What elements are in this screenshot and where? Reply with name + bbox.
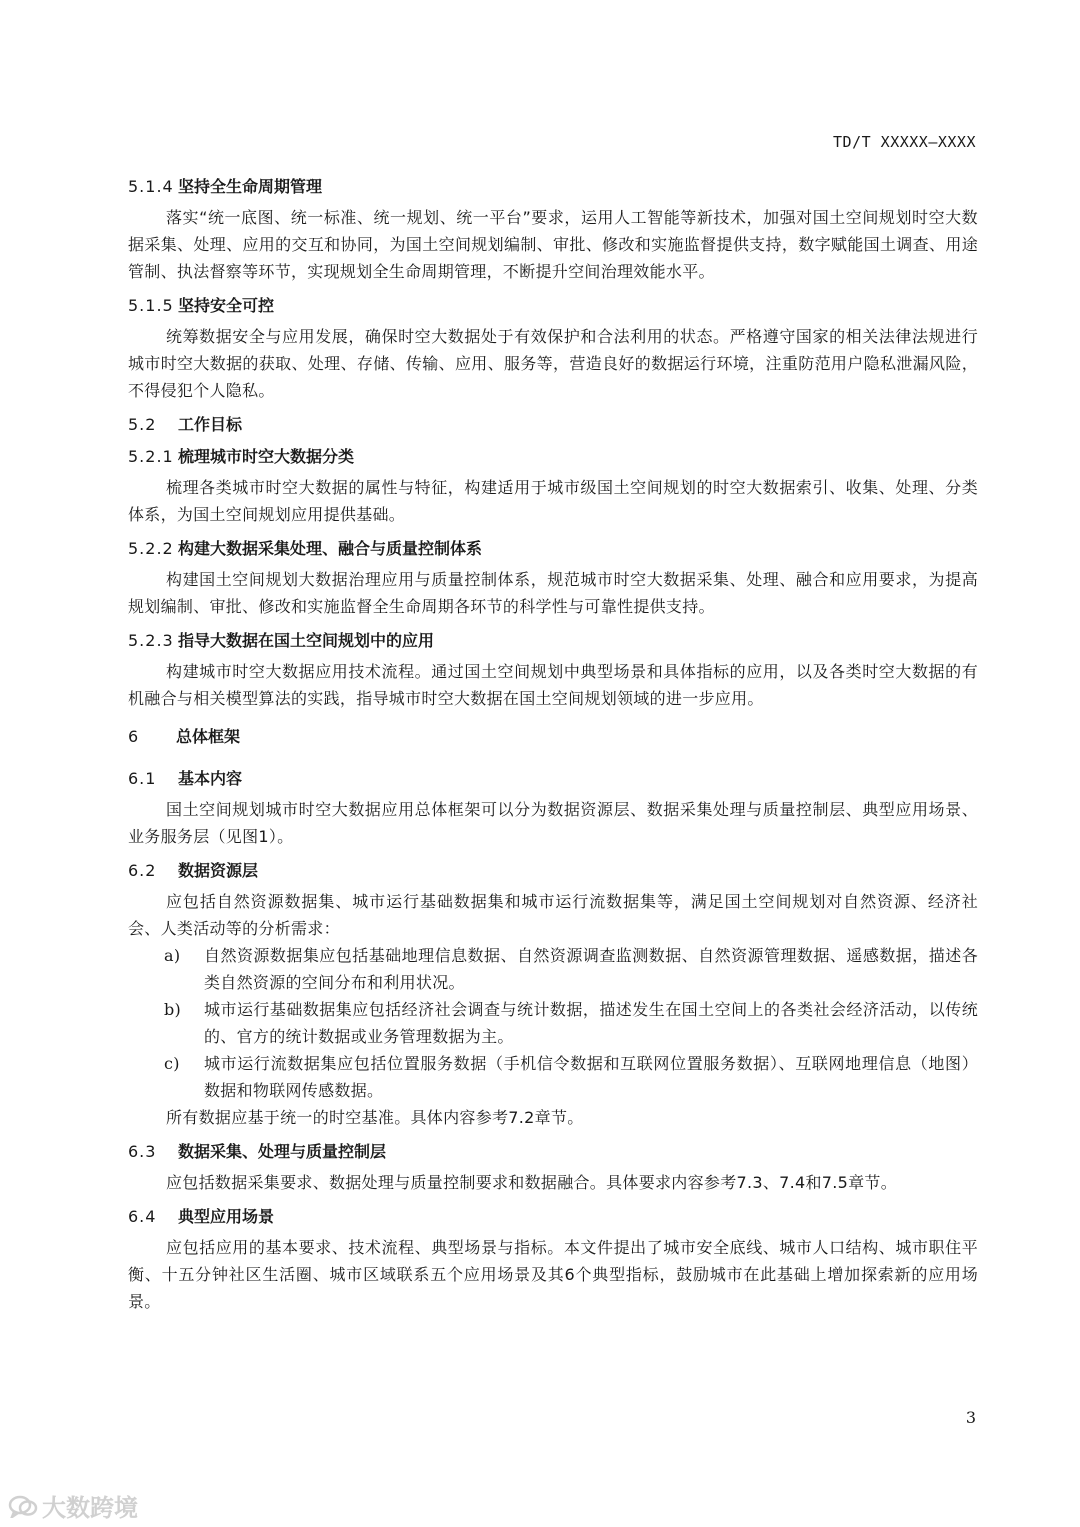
document-code-header: TD/T XXXXX—XXXX <box>833 133 976 151</box>
section-paragraph: 应包括应用的基本要求、技术流程、典型场景与指标。本文件提出了城市安全底线、城市人口结构、城市职住平衡、十五分钟社区生活圈、城市区域联系五个应用场景及其6个典型指标，鼓励城市在此基础上增加探索新的应用场景。 <box>128 1238 978 1311</box>
watermark <box>8 1488 138 1523</box>
chapter-number: 6 <box>128 727 139 746</box>
section-number: 6.4 <box>128 1207 157 1226</box>
section-heading-6-4 <box>128 1202 978 1232</box>
section-paragraph: 落实“统一底图、统一标准、统一规划、统一平台”要求，运用人工智能等新技术，加强对国土空间规划时空大数据采集、处理、应用的交互和协同，为国土空间规划编制、审批、修改和实施监督提供支持，数字赋能国土调查、用途管制、执法督察等环节，实现规划全生命周期管理，不断提升空间治理效能水平。 <box>128 208 978 281</box>
section-title: 构建大数据采集处理、融合与质量控制体系 <box>178 539 483 558</box>
section-paragraph: 梳理各类城市时空大数据的属性与特征，构建适用于城市级国土空间规划的时空大数据索引、收集、处理、分类体系，为国土空间规划应用提供基础。 <box>128 478 978 524</box>
chapter-heading-6 <box>128 722 978 752</box>
section-paragraph: 应包括数据采集要求、数据处理与质量控制要求和数据融合。具体要求内容参考7.3、7.4和7.5章节。 <box>166 1173 898 1192</box>
section-title: 坚持安全可控 <box>178 296 275 315</box>
section-paragraph: 构建城市时空大数据应用技术流程。通过国土空间规划中典型场景和具体指标的应用，以及各类时空大数据的有机融合与相关模型算法的实践，指导城市时空大数据在国土空间规划领域的进一步应用。 <box>128 662 978 708</box>
section-number: 6.3 <box>128 1142 157 1161</box>
section-number: 5.2.1 <box>128 447 174 466</box>
section-title: 典型应用场景 <box>178 1207 275 1226</box>
list-marker: c) <box>164 1054 180 1073</box>
document-body <box>128 172 978 1321</box>
list-item-text: 自然资源数据集应包括基础地理信息数据、自然资源调查监测数据、自然资源管理数据、遥感数据，描述各类自然资源的空间分布和利用状况。 <box>204 946 978 992</box>
section-title: 梳理城市时空大数据分类 <box>178 447 355 466</box>
section-number: 5.1.5 <box>128 296 174 315</box>
section-heading-5-1-5 <box>128 291 978 321</box>
page-number: 3 <box>965 1408 976 1427</box>
section-number: 6.2 <box>128 861 157 880</box>
section-heading-5-2-3 <box>128 626 978 656</box>
section-title: 数据采集、处理与质量控制层 <box>178 1142 387 1161</box>
section-title: 工作目标 <box>178 415 243 434</box>
section-heading-6-1 <box>128 764 978 794</box>
section-paragraph: 统筹数据安全与应用发展，确保时空大数据处于有效保护和合法利用的状态。严格遵守国家的相关法律法规进行城市时空大数据的获取、处理、存储、传输、应用、服务等，营造良好的数据运行环境，注重防范用户隐私泄漏风险，不得侵犯个人隐私。 <box>128 327 978 400</box>
section-paragraph: 国土空间规划城市时空大数据应用总体框架可以分为数据资源层、数据采集处理与质量控制层、典型应用场景、业务服务层（见图1）。 <box>128 800 978 846</box>
chapter-title: 总体框架 <box>176 727 241 746</box>
list-item <box>128 942 978 996</box>
section-heading-5-2-1 <box>128 442 978 472</box>
section-title: 坚持全生命周期管理 <box>178 177 323 196</box>
section-number: 5.1.4 <box>128 177 174 196</box>
section-paragraph: 应包括自然资源数据集、城市运行基础数据集和城市运行流数据集等，满足国土空间规划对自然资源、经济社会、人类活动等的分析需求： <box>128 892 978 938</box>
section-number: 5.2.2 <box>128 539 174 558</box>
section-heading-5-2 <box>128 410 978 440</box>
section-title: 数据资源层 <box>178 861 259 880</box>
section-number: 6.1 <box>128 769 157 788</box>
list-item-text: 城市运行流数据集应包括位置服务数据（手机信令数据和互联网位置服务数据）、互联网地理信息（地图）数据和物联网传感数据。 <box>204 1054 978 1100</box>
section-footer-paragraph: 所有数据应基于统一的时空基准。具体内容参考7.2章节。 <box>166 1108 584 1127</box>
section-paragraph: 构建国土空间规划大数据治理应用与质量控制体系，规范城市时空大数据采集、处理、融合和应用要求，为提高规划编制、审批、修改和实施监督全生命周期各环节的科学性与可靠性提供支持。 <box>128 570 978 616</box>
section-title: 指导大数据在国土空间规划中的应用 <box>178 631 435 650</box>
section-heading-6-2 <box>128 856 978 886</box>
watermark-text: 大数跨境 <box>42 1494 138 1522</box>
section-number: 5.2 <box>128 415 157 434</box>
list-marker: a) <box>164 946 181 965</box>
list-item-text: 城市运行基础数据集应包括经济社会调查与统计数据，描述发生在国土空间上的各类社会经济活动，以传统的、官方的统计数据或业务管理数据为主。 <box>204 1000 978 1046</box>
list-item <box>128 996 978 1050</box>
section-title: 基本内容 <box>178 769 243 788</box>
section-heading-5-2-2 <box>128 534 978 564</box>
chat-bubble-icon <box>8 1494 38 1518</box>
section-heading-5-1-4 <box>128 172 978 202</box>
list-marker: b) <box>164 1000 182 1019</box>
section-number: 5.2.3 <box>128 631 174 650</box>
list-item <box>128 1050 978 1104</box>
section-heading-6-3 <box>128 1137 978 1167</box>
